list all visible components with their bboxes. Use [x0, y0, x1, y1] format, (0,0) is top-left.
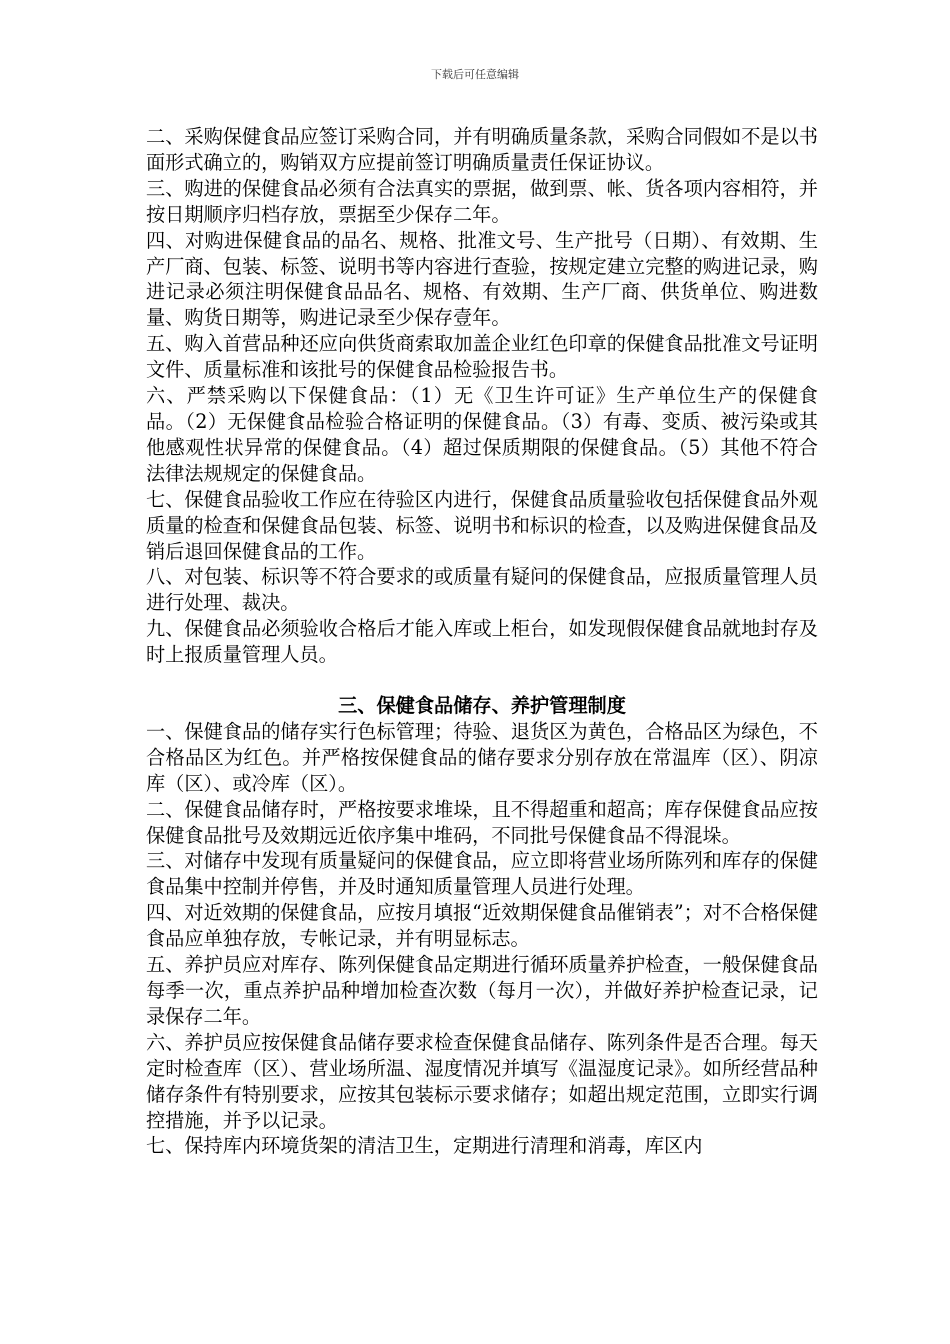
paragraph-first-vendor: 五、购入首营品种还应向供货商索取加盖企业红色印章的保健食品批准文号证明文件、质量标准和该批号的保健食品检验报告书。: [146, 332, 818, 382]
paragraph-cleaning: 七、保持库内环境货架的清洁卫生，定期进行清理和消毒，库区内: [146, 1134, 703, 1158]
paragraph-storage-conditions: 六、养护员应按保健食品储存要求检查保健食品储存、陈列条件是否合理。每天定时检查库（区）、营业场所温、湿度情况并填写《温湿度记录》。如所经营品种储存条件有特别要求，应按其包装标示要求储存；如超出规定范围，立即实行调控措施，并予以记录。: [146, 1030, 818, 1132]
paragraph-quality-doubt: 三、对储存中发现有质量疑问的保健食品，应立即将营业场所陈列和库存的保健食品集中控制并停售，并及时通知质量管理人员进行处理。: [146, 849, 818, 899]
paragraph-inspection-records: 四、对购进保健食品的品名、规格、批准文号、生产批号（日期）、有效期、生产厂商、包装、标签、说明书等内容进行查验，按规定建立完整的购进记录，购进记录必须注明保健食品品名、规格、有效期、生产厂商、供货单位、购进数量、购货日期等，购进记录至少保存壹年。: [146, 228, 818, 330]
paragraph-maintenance-checks: 五、养护员应对库存、陈列保健食品定期进行循环质量养护检查，一般保健食品每季一次，重点养护品种增加检查次数（每月一次），并做好养护检查记录，记录保存二年。: [146, 953, 818, 1028]
paragraph-prohibited-purchases: 六、严禁采购以下保健食品：（1）无《卫生许可证》生产单位生产的保健食品。（2）无保健食品检验合格证明的保健食品。（3）有毒、变质、被污染或其他感观性状异常的保健食品。（4）超过保质期限的保健食品。（5）其他不符合法律法规规定的保健食品。: [146, 384, 818, 485]
paragraph-invoices: 三、购进的保健食品必须有合法真实的票据，做到票、帐、货各项内容相符，并按日期顺序归档存放，票据至少保存二年。: [146, 176, 818, 226]
document-body: [146, 124, 818, 1159]
paragraph-color-zones: 一、保健食品的储存实行色标管理；待验、退货区为黄色，合格品区为绿色，不合格品区为红色。并严格按保健食品的储存要求分别存放在常温库（区）、阴凉库（区）、或冷库（区）。: [146, 719, 818, 795]
header-note: 下载后可任意编辑: [431, 68, 519, 81]
paragraph-acceptance: 七、保健食品验收工作应在待验区内进行，保健食品质量验收包括保健食品外观质量的检查和保健食品包装、标签、说明书和标识的检查，以及购进保健食品及销后退回保健食品的工作。: [146, 487, 818, 563]
section-title: 三、保健食品储存、养护管理制度: [338, 694, 626, 718]
paragraph-stacking: 二、保健食品储存时，严格按要求堆垛，且不得超重和超高；库存保健食品应按保健食品批号及效期远近依序集中堆码，不同批号保健食品不得混垛。: [146, 797, 818, 847]
paragraph-near-expiry: 四、对近效期的保健食品，应按月填报“近效期保健食品催销表”；对不合格保健食品应单独存放，专帐记录，并有明显标志。: [146, 901, 818, 951]
paragraph-storage-entry: 九、保健食品必须验收合格后才能入库或上柜台，如发现假保健食品就地封存及时上报质量管理人员。: [146, 617, 818, 667]
paragraph-purchase-contract: 二、采购保健食品应签订采购合同，并有明确质量条款，采购合同假如不是以书面形式确立的，购销双方应提前签订明确质量责任保证协议。: [146, 125, 818, 174]
paragraph-nonconforming: 八、对包装、标识等不符合要求的或质量有疑问的保健食品，应报质量管理人员进行处理、裁决。: [146, 565, 818, 615]
